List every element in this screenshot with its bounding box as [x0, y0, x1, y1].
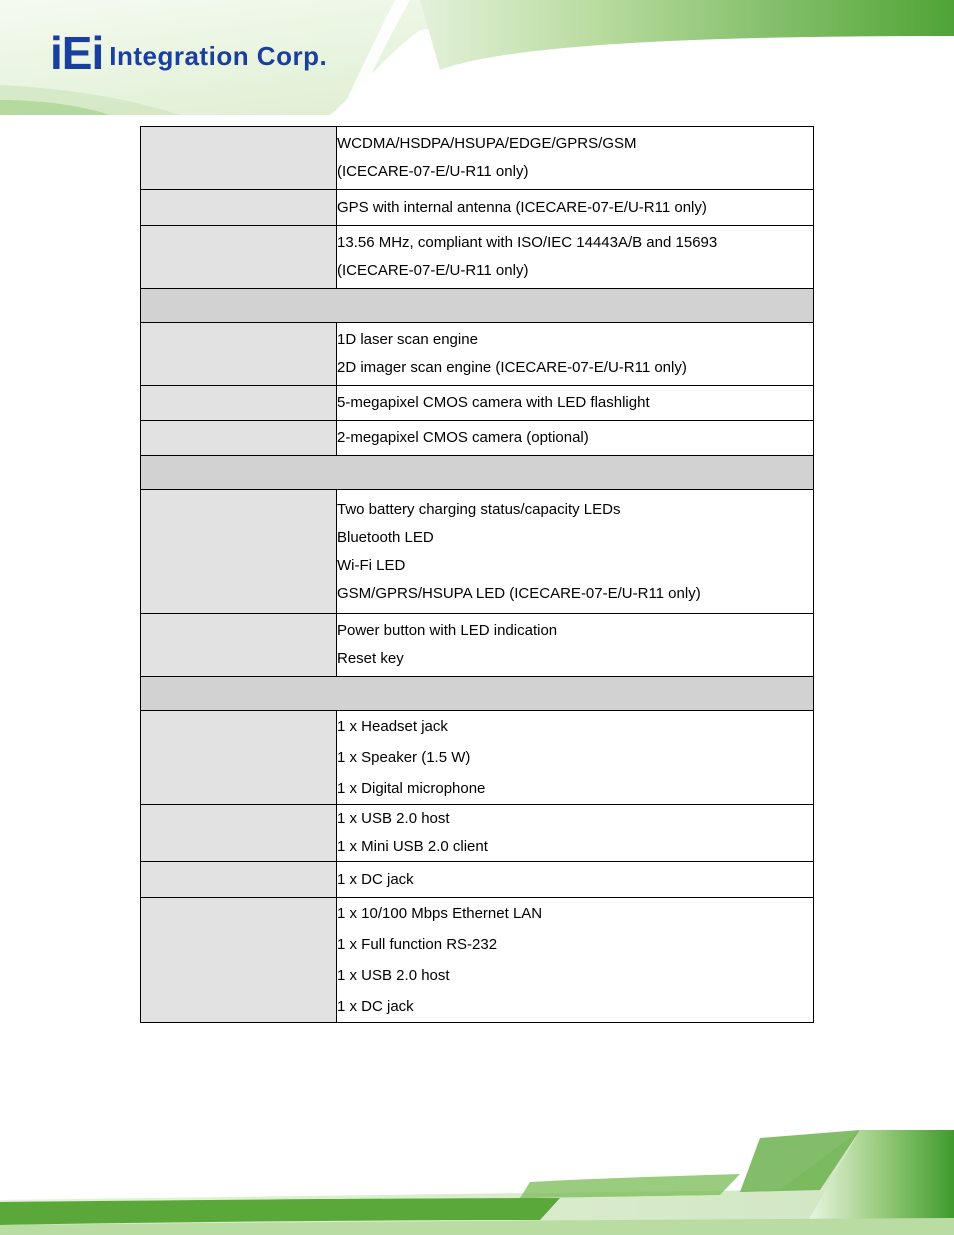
value-cell — [337, 490, 814, 614]
label-cell — [141, 490, 337, 614]
value-line: (ICECARE-07-E/U-R11 only) — [337, 262, 529, 279]
value-line: Two battery charging status/capacity LEDs — [337, 500, 621, 518]
value-cell — [337, 226, 814, 289]
table-row — [141, 190, 814, 226]
value-line: WCDMA/HSDPA/HSUPA/EDGE/GPRS/GSM — [337, 135, 637, 152]
value-line: 5-megapixel CMOS camera with LED flashlight — [337, 394, 650, 411]
table-row — [141, 226, 814, 289]
table-row — [141, 323, 814, 386]
logo-mark: iEi — [50, 27, 104, 79]
value-line: 1 x Full function RS-232 — [337, 936, 498, 953]
table-row — [141, 127, 814, 190]
value-line: 1 x Headset jack — [337, 718, 448, 735]
value-line: GSM/GPRS/HSUPA LED (ICECARE-07-E/U-R11 only) — [337, 584, 701, 602]
value-cell — [337, 614, 814, 677]
value-line: Bluetooth LED — [337, 528, 434, 546]
value-line: 2D imager scan engine (ICECARE-07-E/U-R11 only) — [337, 359, 687, 376]
value-line: (ICECARE-07-E/U-R11 only) — [337, 163, 529, 180]
section-header-cell — [141, 456, 814, 490]
section-header-row — [141, 456, 814, 490]
label-cell — [141, 898, 337, 1023]
value-cell — [337, 323, 814, 386]
table-row — [141, 711, 814, 805]
section-header-cell — [141, 289, 814, 323]
section-header-cell — [141, 677, 814, 711]
label-cell — [141, 711, 337, 805]
value-line: 1 x USB 2.0 host — [337, 810, 450, 827]
value-cell — [337, 711, 814, 805]
label-cell — [141, 127, 337, 190]
value-line: 1 x 10/100 Mbps Ethernet LAN — [337, 905, 543, 922]
label-cell — [141, 614, 337, 677]
value-line: Wi-Fi LED — [337, 556, 406, 574]
table-row — [141, 421, 814, 456]
value-cell — [337, 898, 814, 1023]
section-header-row — [141, 677, 814, 711]
table-row — [141, 614, 814, 677]
value-line: Reset key — [337, 650, 404, 667]
value-line: 1 x Mini USB 2.0 client — [337, 838, 488, 855]
value-line: 13.56 MHz, compliant with ISO/IEC 14443A/B and 15693 — [337, 234, 718, 251]
value-line: 1D laser scan engine — [337, 331, 478, 348]
value-line: Power button with LED indication — [337, 622, 558, 639]
value-cell — [337, 862, 814, 898]
section-header-row — [141, 289, 814, 323]
label-cell — [141, 386, 337, 421]
label-cell — [141, 226, 337, 289]
label-cell — [141, 805, 337, 862]
footer-banner — [0, 1130, 954, 1235]
label-cell — [141, 323, 337, 386]
table-row — [141, 898, 814, 1023]
table-row — [141, 386, 814, 421]
value-line: GPS with internal antenna (ICECARE-07-E/U-R11 only) — [337, 198, 707, 216]
label-cell — [141, 190, 337, 226]
value-line: 1 x DC jack — [337, 870, 414, 888]
table-row — [141, 862, 814, 898]
value-line: 1 x Digital microphone — [337, 780, 486, 797]
value-line: 1 x Speaker (1.5 W) — [337, 749, 471, 766]
table-row — [141, 490, 814, 614]
value-line: 1 x USB 2.0 host — [337, 967, 450, 984]
value-cell — [337, 805, 814, 862]
value-line: 1 x DC jack — [337, 998, 414, 1015]
logo-text: Integration Corp. — [109, 41, 328, 71]
value-cell — [337, 190, 814, 226]
label-cell — [141, 862, 337, 898]
value-cell — [337, 127, 814, 190]
table-row — [141, 805, 814, 862]
company-logo — [50, 24, 328, 79]
value-cell — [337, 421, 814, 456]
label-cell — [141, 421, 337, 456]
value-cell — [337, 386, 814, 421]
value-line: 2-megapixel CMOS camera (optional) — [337, 429, 589, 446]
specification-table — [140, 126, 814, 1023]
